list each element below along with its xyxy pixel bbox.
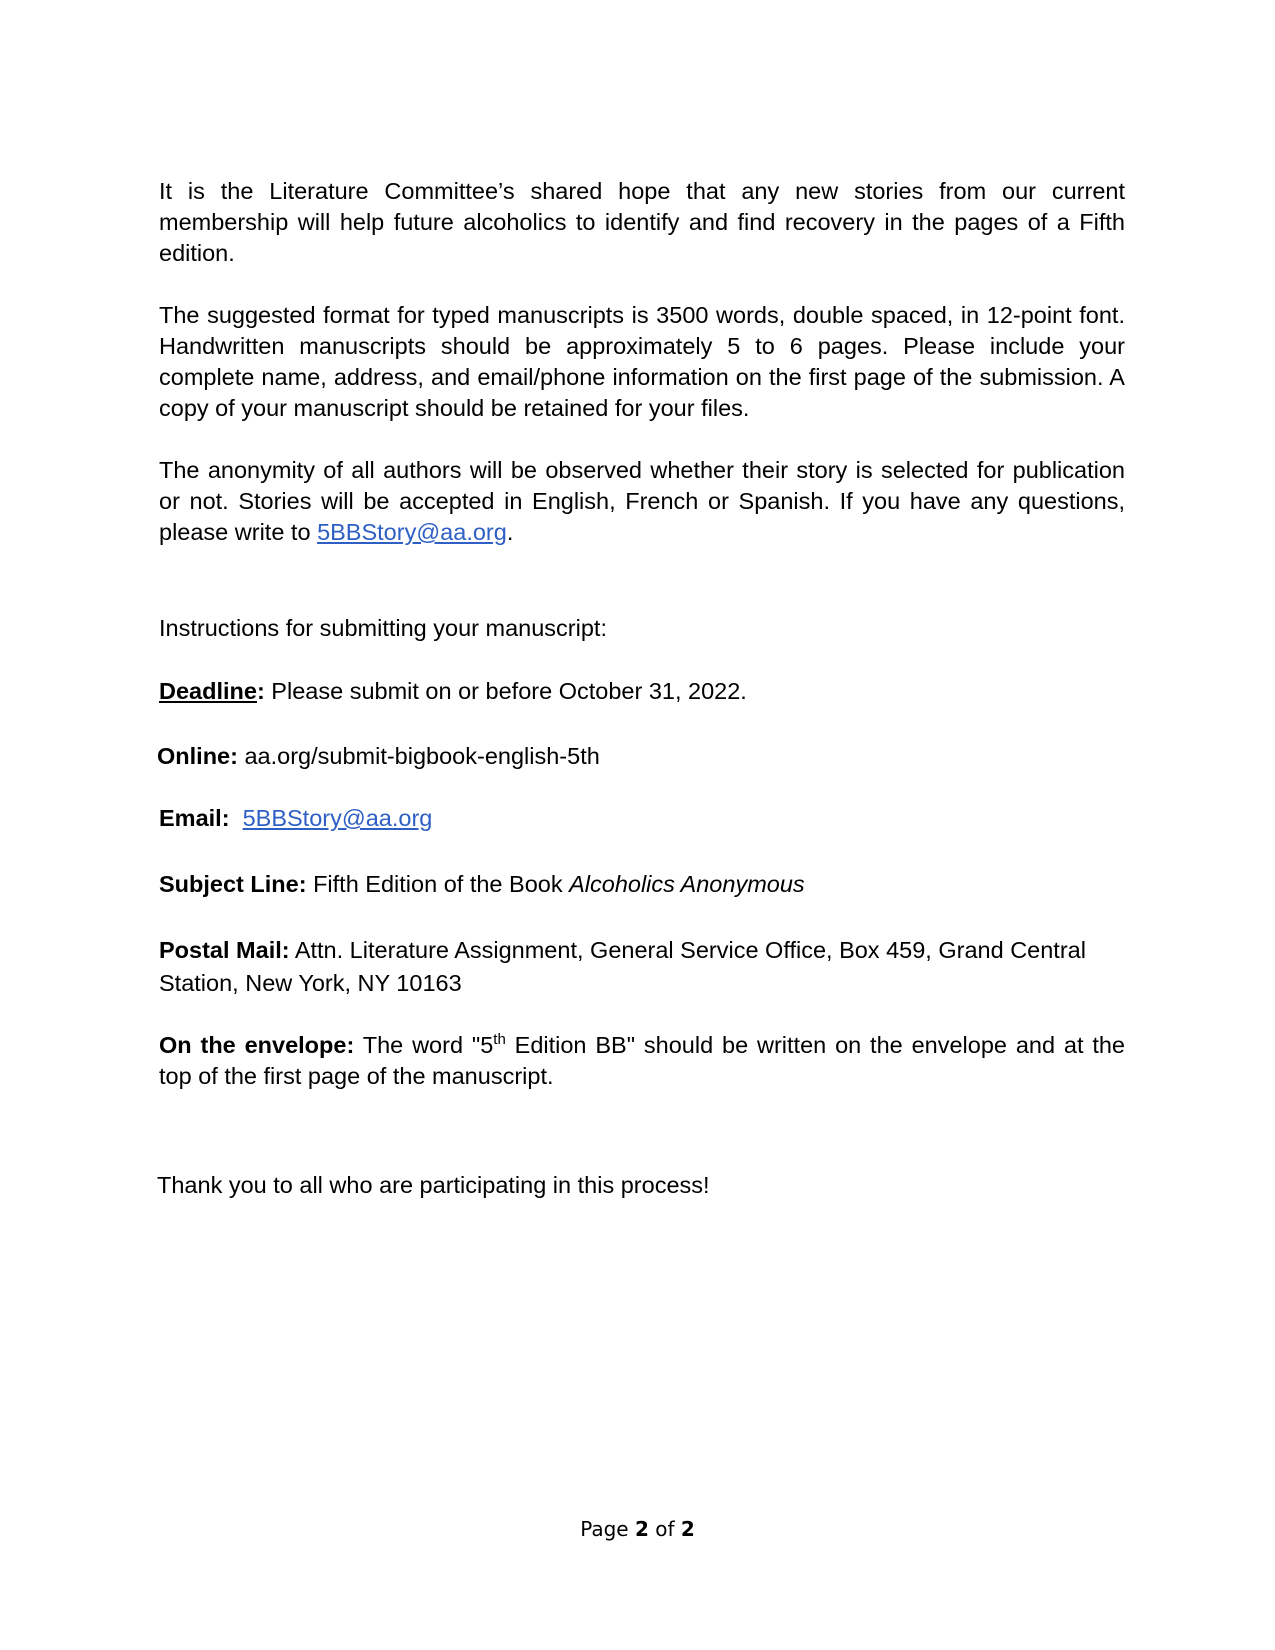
current-page-number: 2 [634,1517,649,1541]
envelope-text-end: Edition BB" should be written on the envelope and at the top of the first page of the manuscript. [159,1032,1126,1089]
subject-label: Subject Line: [159,871,307,897]
heading-text: Instructions for submitting your manuscript: [159,615,607,641]
email-address-link[interactable]: 5BBStory@aa.org [242,805,433,831]
paragraph-anonymity [159,455,1125,548]
total-page-number: 2 [680,1517,695,1541]
subject-line [159,869,1125,900]
paragraph-text: The suggested format for typed manuscripts is 3500 words, double spaced, in 12-point font. Handwritten manuscripts should be approximately 5 to 6 pages. Please include your complete name, address, and email/phone information on the first page of the submission. A copy of your manuscript should be retained for your files. [159,302,1125,421]
page-word: Page [580,1517,635,1541]
envelope-label: On the envelope: [159,1032,355,1058]
deadline-text: Please submit on or before October 31, 2022. [264,678,747,704]
deadline-colon: : [256,678,265,704]
page-footer [0,1516,1275,1542]
instructions-heading [159,613,1125,644]
envelope-text: The word "5 [354,1032,494,1058]
online-line [157,741,1123,772]
deadline-label: Deadline [159,678,257,704]
paragraph-text: It is the Literature Committee’s shared hope that any new stories from our current membership will help future alcoholics to identify and find recovery in the pages of a Fifth edition. [159,178,1125,266]
thanks-text: Thank you to all who are participating in this process! [157,1172,710,1198]
paragraph-text-end: . [506,519,514,545]
email-line [159,803,1125,834]
email-label: Email: [159,805,230,831]
postal-label: Postal Mail: [159,937,290,963]
deadline-line [159,676,1125,707]
of-word: of [648,1517,681,1541]
ordinal-suffix: th [493,1031,506,1049]
email-link[interactable]: 5BBStory@aa.org [317,519,507,545]
envelope-line [159,1030,1125,1092]
online-text: aa.org/submit-bigbook-english-5th [237,743,600,769]
online-label: Online: [157,743,238,769]
thanks-line [157,1170,1123,1201]
postal-text: Attn. Literature Assignment, General Service Office, Box 459, Grand Central Station, New York, NY 10163 [159,937,1086,996]
postal-line [159,934,1089,1000]
paragraph-committee-hope [159,176,1125,269]
paragraph-format [159,300,1125,424]
subject-book-title: Alcoholics Anonymous [569,871,805,897]
paragraph-text: The anonymity of all authors will be observed whether their story is selected for publication or not. Stories will be accepted in English, French or Spanish. If you have any questions, please write to [159,457,1125,545]
subject-text: Fifth Edition of the Book [306,871,570,897]
